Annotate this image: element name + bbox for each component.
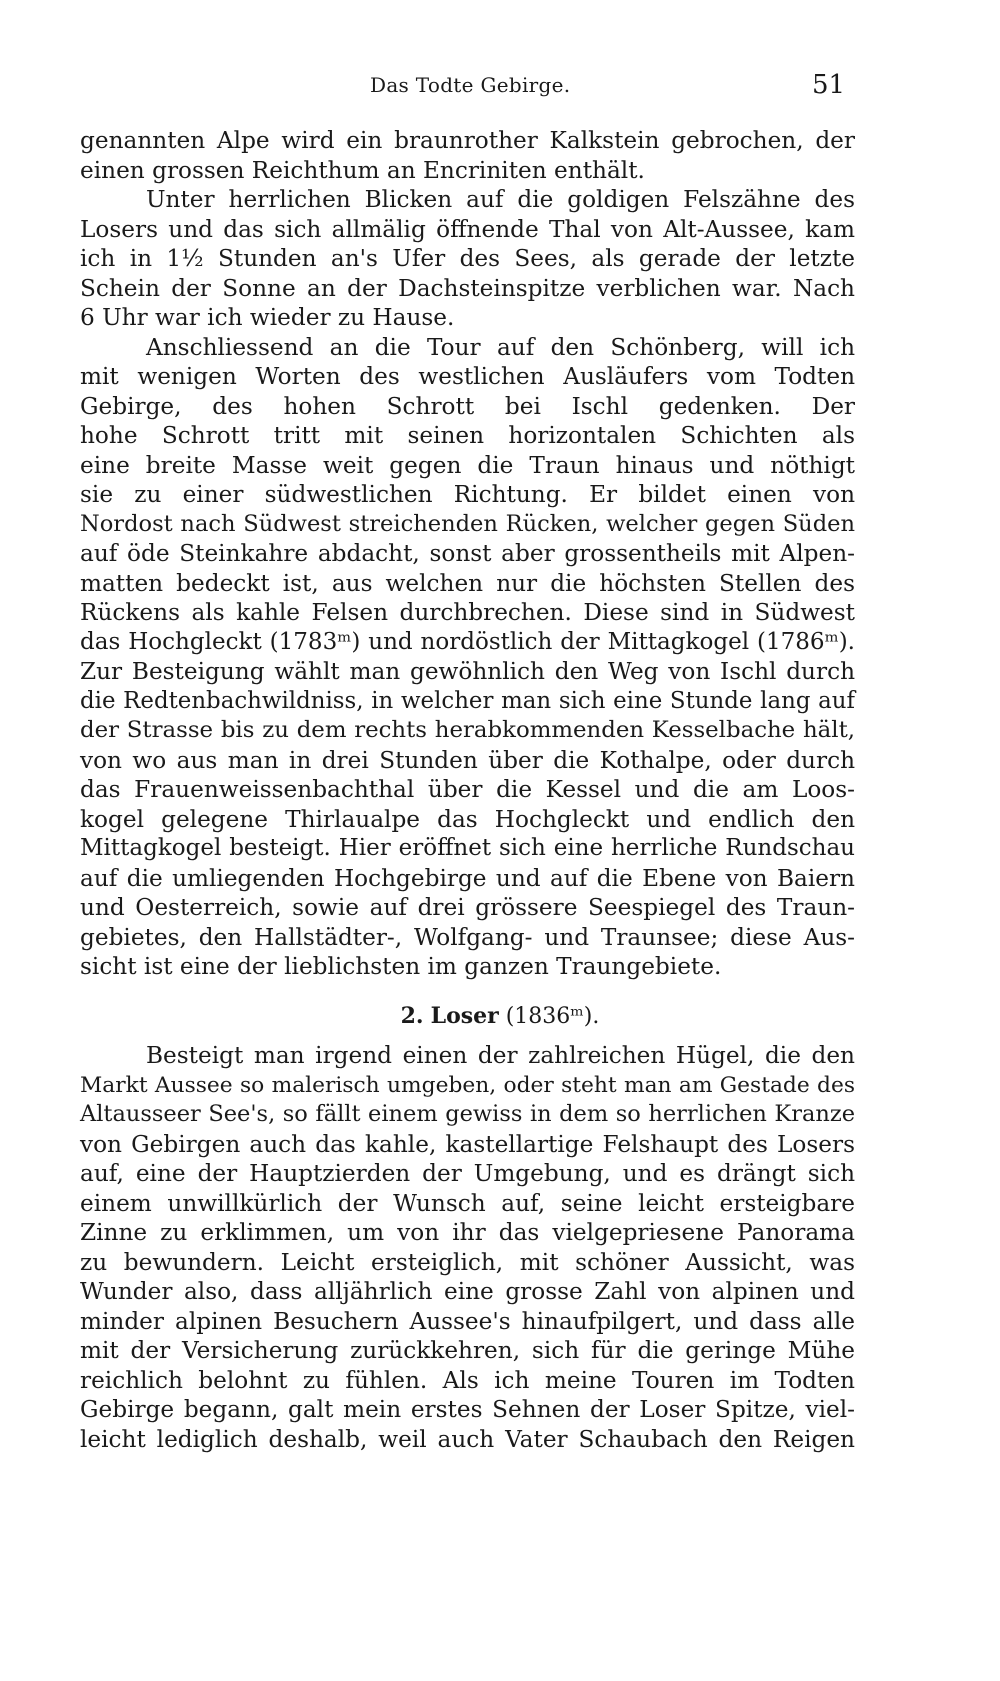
- section-height: (1836ᵐ).: [505, 1004, 600, 1029]
- text-line: eine breite Masse weit gegen die Traun hinaus und nöthigt: [80, 451, 855, 479]
- text-line: ich in 1½ Stunden an's Ufer des Sees, als gerade der letzte: [80, 245, 855, 272]
- text-line: Unter herrlichen Blicken auf die goldigen Felszähne des: [146, 186, 855, 213]
- text-line: einem unwillkürlich der Wunsch auf, seine leicht ersteigbare: [80, 1189, 855, 1217]
- text-line: einen grossen Reichthum an Encriniten enthält.: [80, 156, 645, 184]
- text-line: reichlich belohnt zu fühlen. Als ich meine Touren im Todten: [80, 1366, 855, 1394]
- text-line: matten bedeckt ist, aus welchen nur die höchsten Stellen des: [80, 569, 855, 597]
- text-line: Nordost nach Südwest streichenden Rücken, welcher gegen Süden: [80, 510, 855, 537]
- text-line: auf, eine der Hauptzierden der Umgebung, und es drängt sich: [80, 1160, 855, 1187]
- text-line: minder alpinen Besuchern Aussee's hinaufpilgert, und dass alle: [80, 1307, 855, 1335]
- text-line: Zur Besteigung wählt man gewöhnlich den Weg von Ischl durch: [80, 658, 855, 685]
- text-line: Markt Aussee so malerisch umgeben, oder steht man am Gestade des: [80, 1072, 855, 1098]
- text-line: von wo aus man in drei Stunden über die Kothalpe, oder durch: [80, 746, 855, 774]
- text-line: der Strasse bis zu dem rechts herabkommenden Kesselbache hält,: [80, 717, 855, 743]
- text-line: Gebirge, des hohen Schrott bei Ischl gedenken. Der: [80, 392, 855, 420]
- section-name: Loser: [430, 1003, 499, 1029]
- text-line: Losers und das sich allmälig öffnende Thal von Alt-Aussee, kam: [80, 215, 855, 243]
- text-line: hohe Schrott tritt mit seinen horizontalen Schichten als: [80, 422, 855, 449]
- text-line: Altausseer See's, so fällt einem gewiss in dem so herrlichen Kranze: [80, 1101, 855, 1127]
- text-line: leicht lediglich deshalb, weil auch Vater Schaubach den Reigen: [80, 1425, 855, 1453]
- text-line: mit der Versicherung zurückkehren, sich für die geringe Mühe: [80, 1337, 855, 1364]
- text-line: sicht ist eine der lieblichsten im ganzen Traungebiete.: [80, 953, 722, 980]
- text-line: und Oesterreich, sowie auf drei grössere Seespiegel des Traun-: [80, 894, 855, 921]
- text-line: gebietes, den Hallstädter-, Wolfgang- und Traunsee; diese Aus-: [80, 923, 855, 951]
- text-block-2: [80, 1041, 855, 1454]
- text-line: sie zu einer südwestlichen Richtung. Er bildet einen von: [80, 481, 855, 508]
- text-line: genannten Alpe wird ein braunrother Kalkstein gebrochen, der: [80, 127, 855, 154]
- text-line: Zinne zu erklimmen, um von ihr das vielgepriesene Panorama: [80, 1219, 855, 1246]
- text-line: auf die umliegenden Hochgebirge und auf die Ebene von Baiern: [80, 864, 855, 892]
- text-line: zu bewundern. Leicht ersteiglich, mit schöner Aussicht, was: [80, 1248, 855, 1276]
- text-line: Anschliessend an die Tour auf den Schönberg, will ich: [146, 333, 855, 361]
- text-line: das Hochgleckt (1783ᵐ) und nordöstlich der Mittagkogel (1786ᵐ).: [80, 628, 855, 655]
- text-line: Mittagkogel besteigt. Hier eröffnet sich eine herrliche Rundschau: [80, 835, 855, 861]
- text-block-1: [80, 126, 855, 982]
- text-line: Besteigt man irgend einen der zahlreichen Hügel, die den: [146, 1042, 855, 1069]
- text-line: von Gebirgen auch das kahle, kastellartige Felshaupt des Losers: [80, 1130, 855, 1158]
- section-heading: [0, 1003, 1000, 1029]
- running-title: Das Todte Gebirge.: [370, 73, 571, 97]
- text-line: Rückens als kahle Felsen durchbrechen. Diese sind in Südwest: [80, 599, 855, 626]
- text-line: Schein der Sonne an der Dachsteinspitze verblichen war. Nach: [80, 274, 855, 302]
- text-line: kogel gelegene Thirlaualpe das Hochgleckt und endlich den: [80, 805, 855, 833]
- text-line: 6 Uhr war ich wieder zu Hause.: [80, 304, 455, 331]
- section-number: 2.: [400, 1003, 424, 1029]
- text-line: mit wenigen Worten des westlichen Ausläufers vom Todten: [80, 363, 855, 390]
- text-line: Gebirge begann, galt mein erstes Sehnen der Loser Spitze, viel-: [80, 1396, 855, 1423]
- page-number: 51: [812, 70, 846, 100]
- text-line: Wunder also, dass alljährlich eine grosse Zahl von alpinen und: [80, 1278, 855, 1305]
- text-line: auf öde Steinkahre abdacht, sonst aber grossentheils mit Alpen-: [80, 540, 855, 567]
- text-line: die Redtenbachwildniss, in welcher man sich eine Stunde lang auf: [80, 687, 855, 714]
- text-line: das Frauenweissenbachthal über die Kessel und die am Loos-: [80, 776, 855, 803]
